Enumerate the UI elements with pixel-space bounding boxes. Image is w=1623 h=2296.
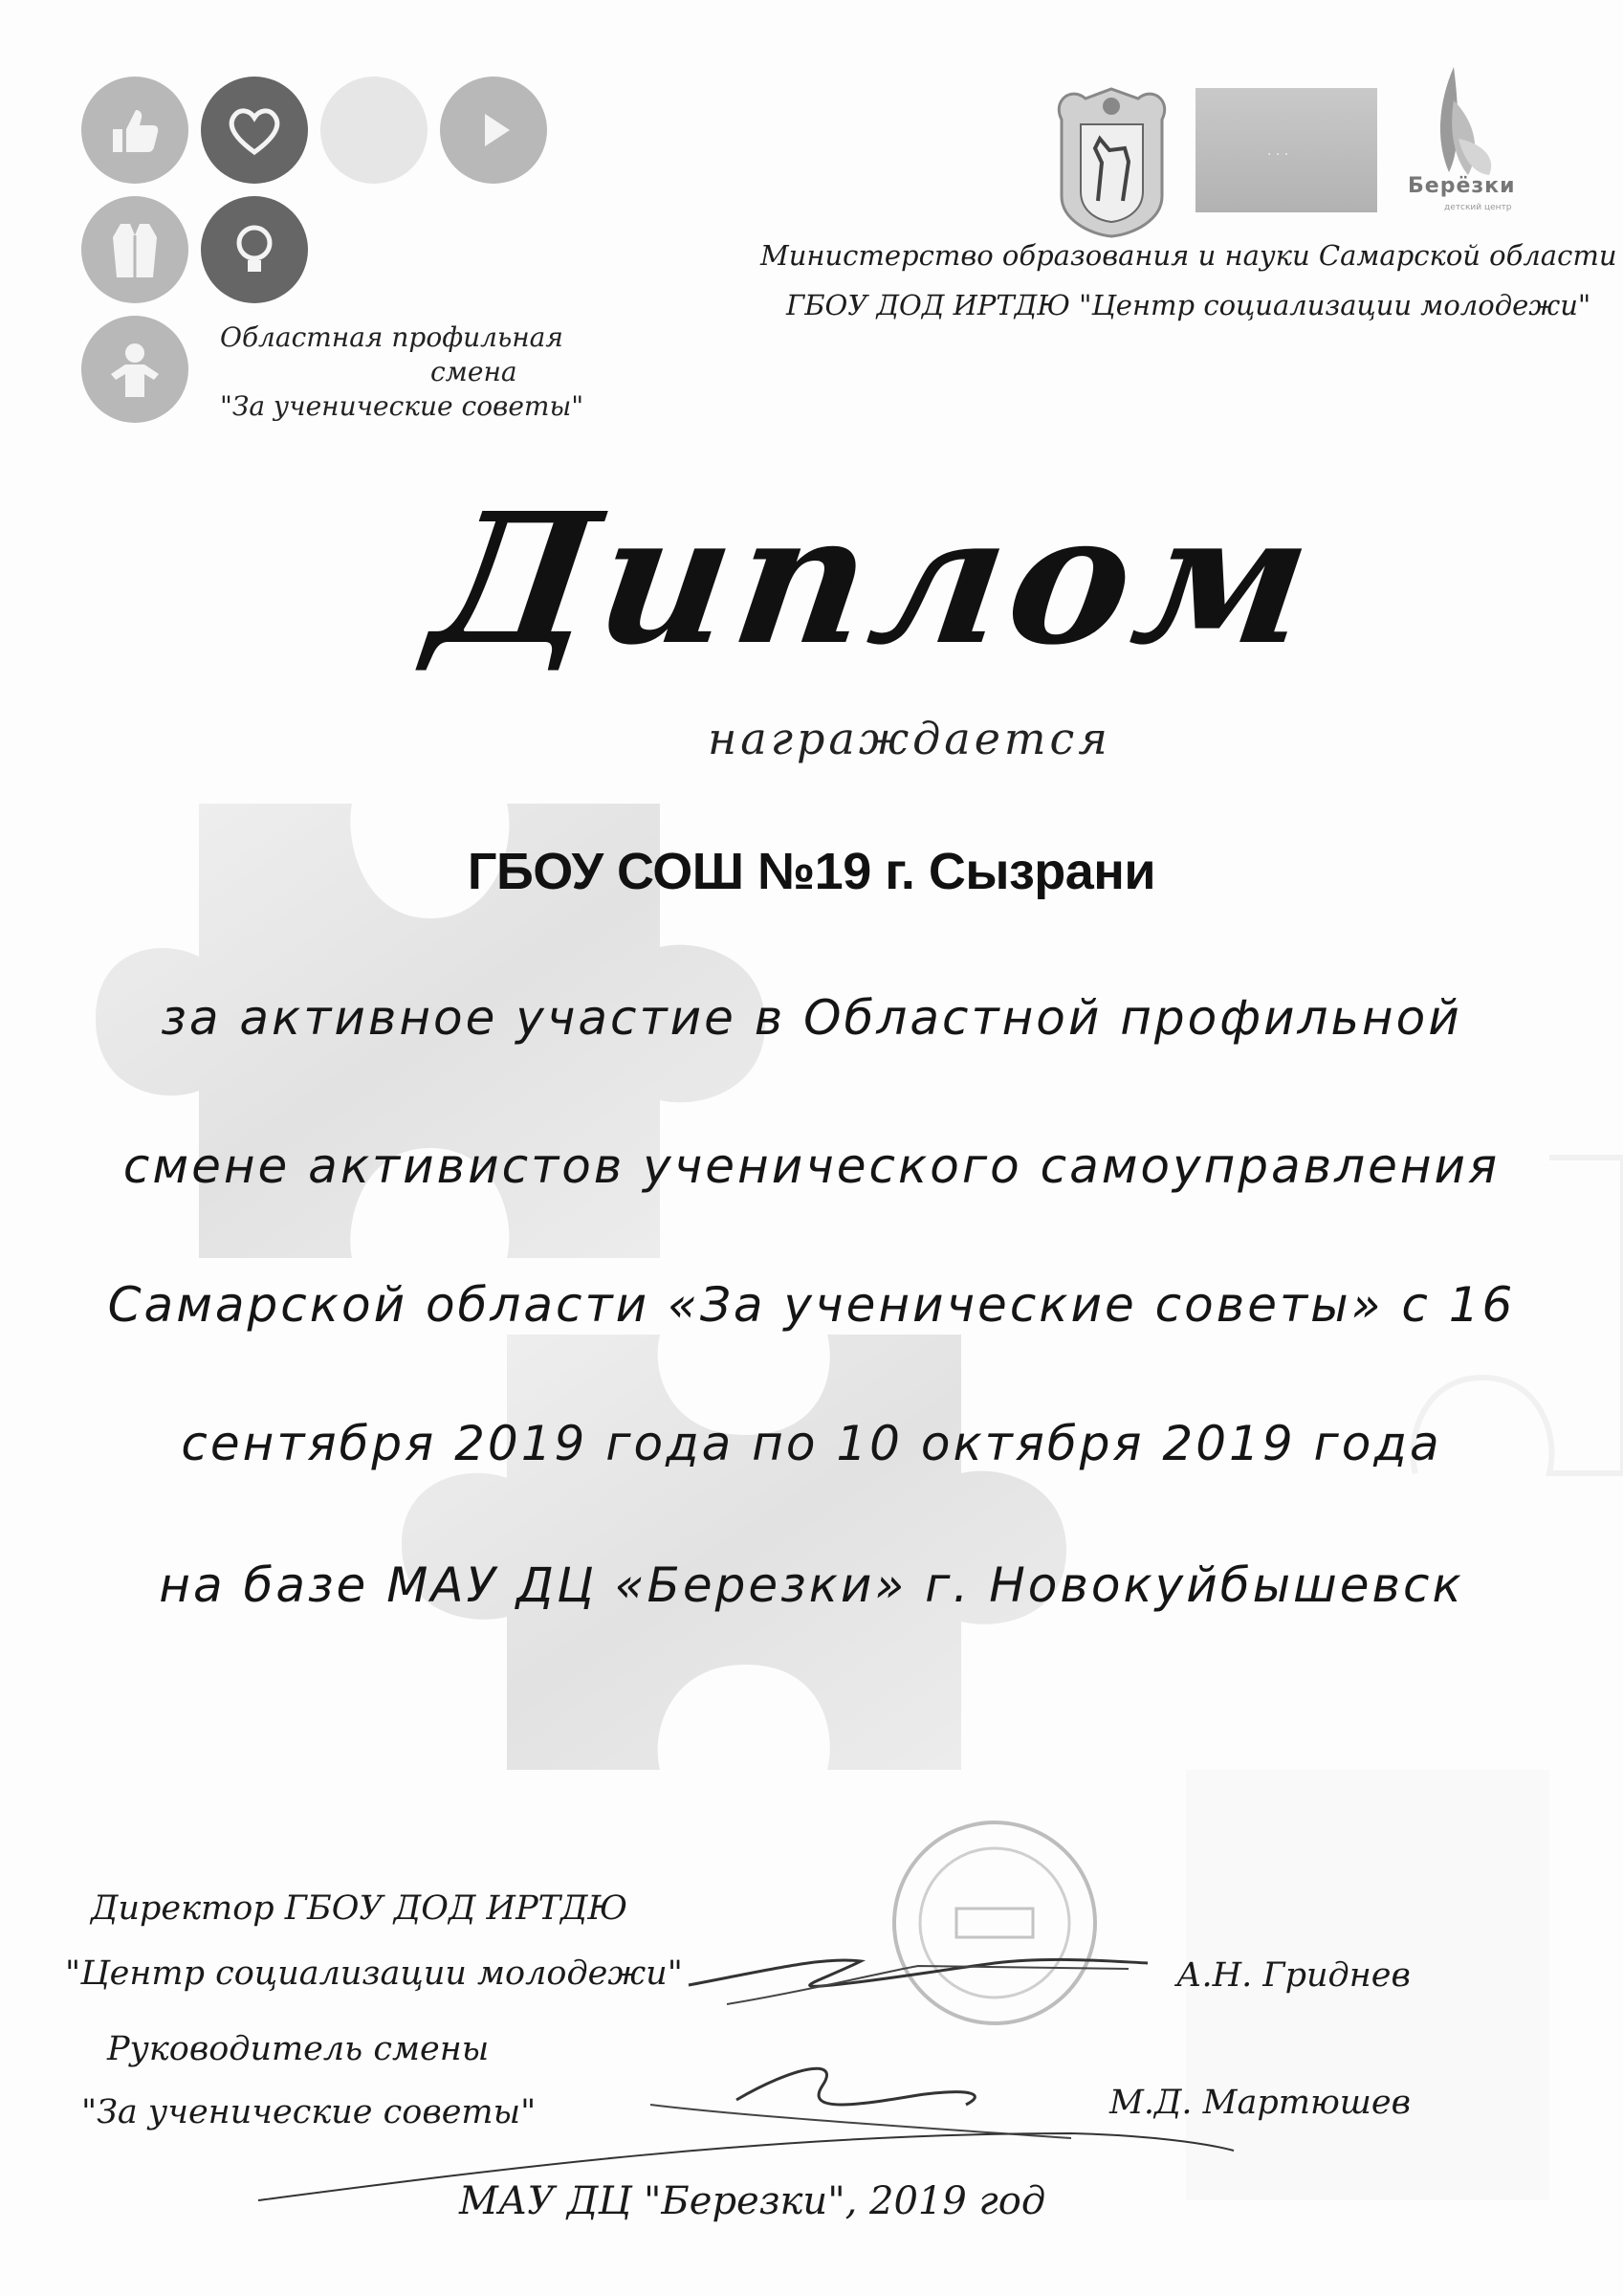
awarded-text: награждается	[708, 713, 1111, 764]
ministry-name: Министерство образования и науки Самарской области	[760, 239, 1617, 272]
leader-title-line-1: Руководитель смены	[107, 2030, 490, 2068]
shift-caption-line-3: "За ученические советы"	[220, 390, 584, 422]
body-line-1: за активное участие в Областной профильной	[161, 990, 1462, 1046]
center-name: ГБОУ ДОД ИРТДЮ "Центр социализации молодежи"	[786, 289, 1591, 321]
diploma-title: Диплом	[420, 474, 1328, 685]
berezki-logo-name: Берёзки	[1408, 174, 1516, 198]
berezki-logo-subtitle: детский центр	[1444, 203, 1512, 212]
body-line-2: смене активистов ученического самоуправления	[122, 1138, 1501, 1194]
shift-caption-line-1: Областная профильная	[220, 321, 563, 353]
director-name: А.Н. Гриднев	[1176, 1956, 1411, 1995]
leader-title-line-2: "За ученические советы"	[81, 2093, 537, 2131]
footer-org-year: МАУ ДЦ "Березки", 2019 год	[459, 2179, 1046, 2223]
body-line-4: сентября 2019 года по 10 октября 2019 года	[181, 1416, 1442, 1471]
director-title-line-2: "Центр социализации молодежи"	[65, 1954, 683, 1993]
body-line-3: Самарской области «За ученические советы» с 16	[107, 1277, 1516, 1333]
body-line-5: на базе МАУ ДЦ «Березки» г. Новокуйбышевск	[159, 1557, 1464, 1613]
recipient-name: ГБОУ СОШ №19 г. Сызрани	[467, 843, 1156, 900]
shift-caption-line-2: смена	[430, 356, 517, 387]
leader-name: М.Д. Мартюшев	[1109, 2084, 1412, 2122]
director-title-line-1: Директор ГБОУ ДОД ИРТДЮ	[91, 1889, 628, 1928]
ministry-logo: · · ·	[1195, 88, 1377, 212]
